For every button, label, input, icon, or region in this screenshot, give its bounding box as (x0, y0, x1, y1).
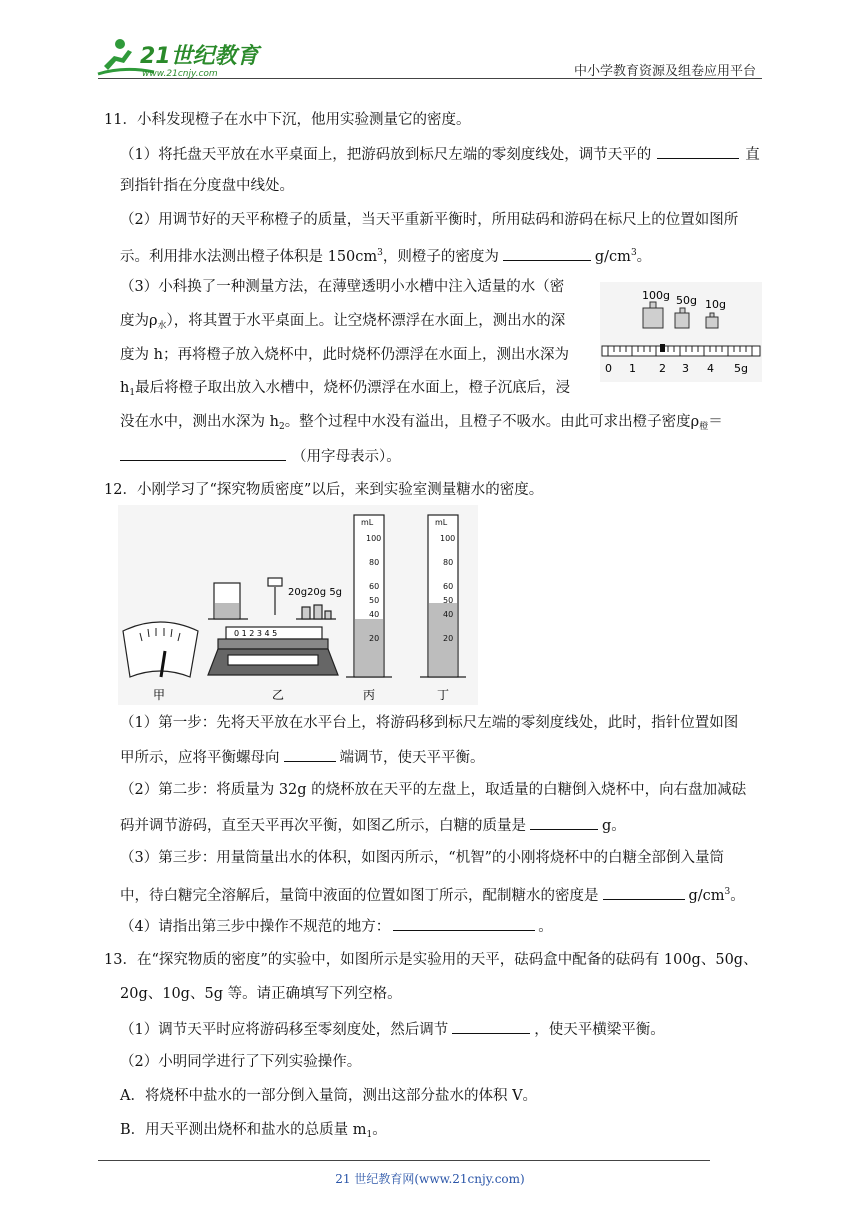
svg-text:mL: mL (361, 518, 374, 527)
q11-part1-line1: （1）将托盘天平放在水平桌面上，把游码放到标尺左端的零刻度线处，调节天平的 直 (120, 143, 760, 165)
svg-text:20: 20 (369, 634, 380, 643)
q11-part3-line5: 没在水中，测出水深为 $h_2$。整个过程中水没有溢出，且橙子不吸水。由此可求出橙子密度$\rho_橙=$ (120, 414, 723, 432)
scale-tick-label: 1 (629, 362, 636, 375)
svg-text:100: 100 (440, 534, 456, 543)
scale-tick-label: 5g (734, 362, 748, 375)
rider-scale (602, 346, 760, 356)
q11-part3-line1: （3）小科换了一种测量方法，在薄壁透明小水槽中注入适量的水（密 (120, 279, 565, 295)
svg-text:50: 50 (369, 596, 380, 605)
header-rule (98, 78, 762, 79)
label-yi: 乙 (272, 688, 285, 702)
q12-part1-line2: 甲所示，应将平衡螺母向 端调节，使天平平衡。 (120, 746, 485, 768)
svg-text:80: 80 (369, 558, 380, 567)
q11-part2-line2: 示。利用排水法测出橙子体积是 $150cm^3$，则橙子的密度为 $g/cm^3$。 (120, 243, 651, 267)
q12-part3-line2: 中，待白糖完全溶解后，量筒中液面的位置如图丁所示，配制糖水的密度是 $g/cm^3$。 (120, 882, 745, 906)
q11-part2-line1: （2）用调节好的天平称橙子的质量，当天平重新平衡时，所用砝码和游码在标尺上的位置如图所 (120, 212, 739, 228)
label-jia: 甲 (153, 688, 166, 702)
q11-blank-2[interactable] (503, 245, 591, 261)
q11-weights-figure (600, 282, 762, 382)
svg-text:21世纪教育: 21世纪教育 (140, 44, 259, 69)
svg-text:100: 100 (366, 534, 382, 543)
rider-marker (660, 344, 665, 352)
q12-blank-3[interactable] (603, 884, 685, 900)
q11-part3-line3: 度为 h；再将橙子放入烧杯中，此时烧杯仍漂浮在水面上，测出水深为 (120, 347, 569, 363)
scale-tick-label: 4 (707, 362, 714, 375)
q12-blank-2[interactable] (530, 814, 598, 830)
footer-rule (98, 1160, 710, 1161)
q11-blank-1[interactable] (657, 143, 739, 159)
svg-text:mL: mL (435, 518, 448, 527)
q11-part1-line2: 到指针指在分度盘中线处。 (120, 178, 294, 194)
q12-part2-line1: （2）第二步：将质量为 32g 的烧杯放在天平的左盘上，取适量的白糖倒入烧杯中，向右盘加减砝 (120, 782, 747, 798)
svg-text:80: 80 (443, 558, 454, 567)
svg-text:60: 60 (369, 582, 380, 591)
q13-option-a: A．将烧杯中盐水的一部分倒入量筒，测出这部分盐水的体积 V。 (120, 1088, 538, 1104)
label-ding: 丁 (437, 688, 450, 702)
q11-stem: 11．小科发现橙子在水中下沉，他用实验测量它的密度。 (104, 112, 471, 128)
weight-label-50g: 50g (676, 294, 697, 307)
q12-part1-line1: （1）第一步：先将天平放在水平台上，将游码移到标尺左端的零刻度线处，此时，指针位置如图 (120, 715, 739, 731)
balance-scale-label: 0 1 2 3 4 5 (234, 629, 278, 638)
balance-weights-label: 20g20g 5g (288, 587, 343, 598)
weight-label-10g: 10g (705, 298, 726, 311)
q11-blank-3[interactable] (120, 445, 286, 461)
weight-label-100g: 100g (642, 289, 670, 302)
q13-stem-line1: 13．在“探究物质的密度”的实验中，如图所示是实验用的天平，砝码盒中配备的砝码有 100g、50g、 (104, 952, 758, 968)
pointer-dial-figure (123, 622, 198, 677)
platform-label: 中小学教育资源及组卷应用平台 (573, 64, 756, 79)
q11-part3-line6: （用字母表示）。 (120, 445, 401, 467)
q13-stem-line2: 20g、10g、5g 等。请正确填写下列空格。 (120, 986, 402, 1002)
q12-part4: （4）请指出第三步中操作不规范的地方： 。 (120, 915, 553, 937)
q12-stem: 12．小刚学习了“探究物质密度”以后，来到实验室测量糖水的密度。 (104, 482, 544, 498)
q11-part3-line4: $h_1$最后将橙子取出放入水槽中，烧杯仍漂浮在水面上，橙子沉底后，浸 (120, 380, 571, 398)
svg-text:20: 20 (443, 634, 454, 643)
label-bing: 丙 (363, 688, 376, 702)
q12-blank-1[interactable] (284, 746, 336, 762)
q13-option-b: B．用天平测出烧杯和盐水的总质量 $m_1$。 (120, 1122, 387, 1140)
scale-tick-label: 2 (659, 362, 666, 375)
svg-text:50: 50 (443, 596, 454, 605)
scale-tick-label: 3 (682, 362, 689, 375)
q11-part3-line2: 度为$\rho_水$），将其置于水平桌面上。让空烧杯漂浮在水面上，测出水的深 (120, 313, 566, 331)
svg-text:40: 40 (369, 610, 380, 619)
q13-blank-1[interactable] (452, 1018, 530, 1034)
q12-part2-line2: 码并调节游码，直至天平再次平衡，如图乙所示，白糖的质量是 g。 (120, 814, 626, 836)
q13-part1: （1）调节天平时应将游码移至零刻度处，然后调节 ，使天平横梁平衡。 (120, 1018, 665, 1040)
site-logo (94, 36, 264, 80)
svg-text:60: 60 (443, 582, 454, 591)
svg-text:www.21cnjy.com: www.21cnjy.com (142, 69, 218, 79)
footer-text: 21 世纪教育网(www.21cnjy.com) (335, 1172, 525, 1186)
q13-part2: （2）小明同学进行了下列实验操作。 (120, 1054, 362, 1070)
svg-text:40: 40 (443, 610, 454, 619)
q12-blank-4[interactable] (393, 915, 535, 931)
scale-tick-label: 0 (605, 362, 612, 375)
q12-figure (118, 505, 478, 705)
q12-part3-line1: （3）第三步：用量筒量出水的体积，如图丙所示，“机智”的小刚将烧杯中的白糖全部倒入量筒 (120, 850, 725, 866)
